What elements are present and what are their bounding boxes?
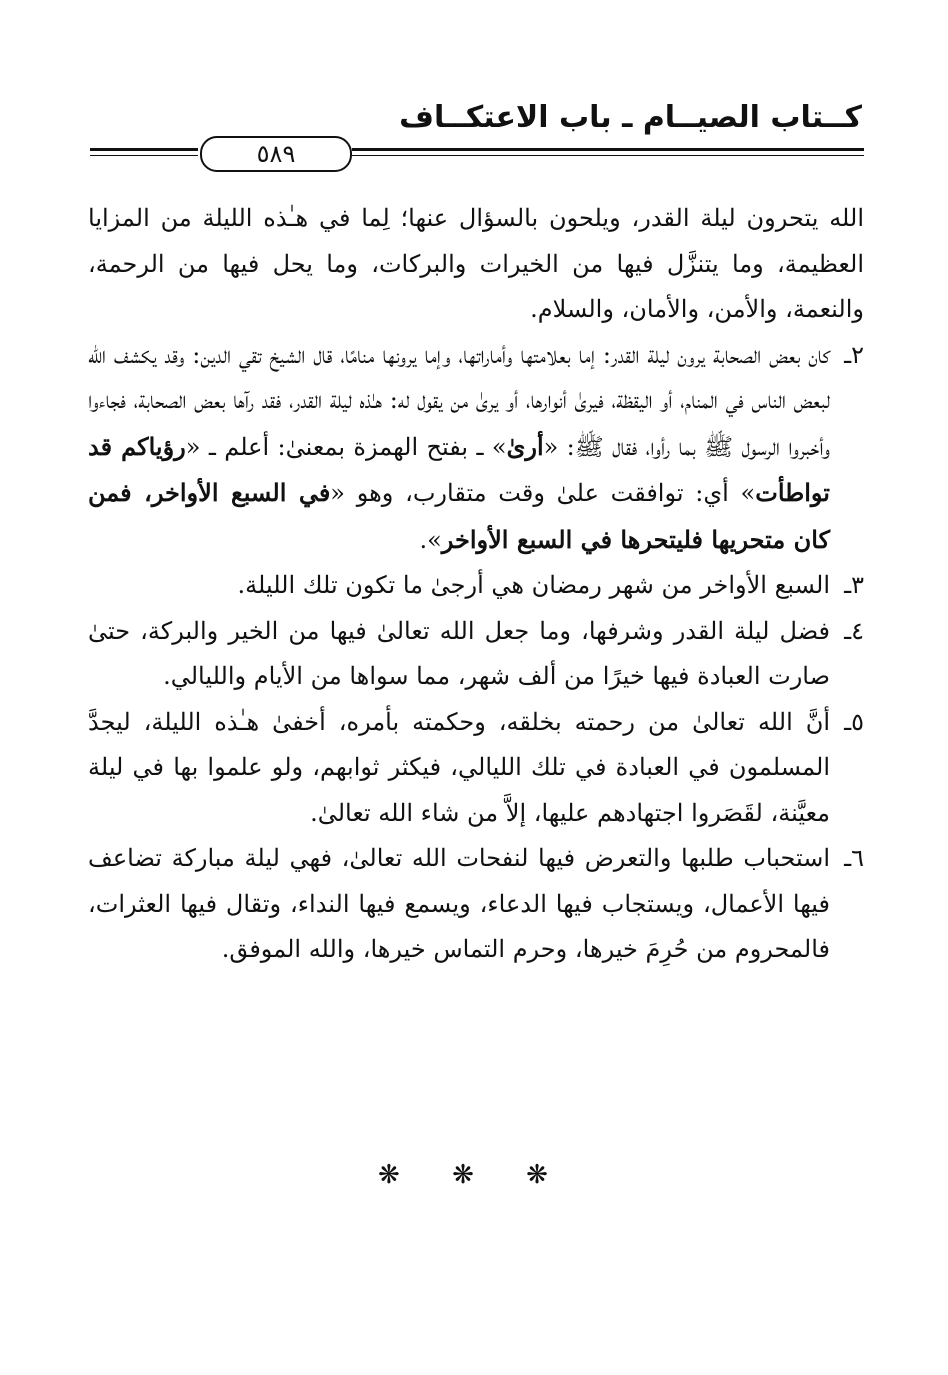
item-number: ٢ـ — [844, 340, 864, 369]
item-text-part: ». — [419, 525, 442, 554]
header-rule-right-thin — [352, 155, 864, 156]
item-text: فضل ليلة القدر وشرفها، وما جعل الله تعالىٰ فيها من الخير والبركة، حتىٰ صارت العبادة فيها خيرًا من ألف شهر، مما سواها من الأيام والليالي. — [88, 616, 830, 690]
item-text: استحباب طلبها والتعرض فيها لنفحات الله تعالىٰ، فهي ليلة مباركة تضاعف فيها الأعمال، ويستجاب فيها الدعاء، ويسمع فيها النداء، وتقال فيها العثرات، فالمحروم من حُرِمَ خيرها، وحرم التماس خيرها، والله الموفق. — [88, 844, 830, 963]
running-header-title: كــتاب الصيــام ـ باب الاعتكــاف — [399, 100, 862, 135]
item-text: أنَّ الله تعالىٰ من رحمته بخلقه، وحكمته بأمره، أخفىٰ هـٰذه الليلة، ليجدَّ المسلمون في العبادة في تلك الليالي، فيكثر ثوابهم، ولو علموا بها في ليلة معيَّنة، لقَصَروا اجتهادهم عليها، إلاَّ من شاء الله تعالىٰ. — [88, 707, 830, 827]
item-text — [88, 341, 830, 554]
item-text-part: » أي: توافقت علىٰ وقت متقارب، وهو « — [330, 479, 756, 507]
list-item-3 — [88, 563, 864, 609]
item-text-part: » ـ بفتح الهمزة بمعنىٰ: أعلم ـ « — [185, 432, 507, 461]
intro-paragraph: الله يتحرون ليلة القدر، ويلحون بالسؤال عنها؛ لِما في هـٰذه الليلة من المزايا العظيمة، وما يتنزَّل فيها من الخيرات والبركات، وما يحل فيها من الرحمة، والنعمة، والأمن، والأمان، والسلام. — [88, 204, 864, 323]
page-number-badge: ٥٨٩ — [200, 136, 352, 172]
header-rule-left-thick — [90, 148, 198, 151]
item-number: ٤ـ — [844, 616, 864, 645]
item-number: ٥ـ — [844, 707, 864, 736]
list-item-4 — [88, 609, 864, 700]
hadith-quote: رؤياكم قد تواطأت — [88, 431, 830, 507]
body-text — [88, 196, 864, 973]
item-text: السبع الأواخر من شهر رمضان هي أرجىٰ ما تكون تلك الليلة. — [237, 571, 830, 599]
list-item-2 — [88, 333, 864, 564]
hadith-quote: في السبع الأواخر، فمن كان متحريها فليتحرها في السبع الأواخر — [88, 478, 830, 554]
item-text-part: كان بعض الصحابة يرون ليلة القدر: إما بعلامتها وأماراتها، وإما يرونها منامًا، قال الشيخ تقي الدين: وقد يكشف الله لبعض الناس في المنام، أو اليقظة، فيرىٰ أنوارها، أو يرىٰ من يقول له: هـٰذه ليلة القدر، فقد رآها بعض الصحابة، فجاءوا وأخبروا الرسول ﷺ بما رأوا، فقال ﷺ: « — [88, 340, 831, 461]
item-number: ٣ـ — [844, 571, 864, 599]
section-separator-stars: ❋ ❋ ❋ — [378, 1160, 570, 1190]
header-rule-left-thin — [90, 155, 198, 156]
list-item-5 — [88, 700, 864, 837]
header-rule — [90, 136, 864, 172]
item-number: ٦ـ — [844, 844, 864, 872]
list-item-6 — [88, 836, 864, 973]
hadith-quote: أرىٰ — [506, 431, 544, 461]
header-rule-right-thick — [352, 148, 864, 151]
